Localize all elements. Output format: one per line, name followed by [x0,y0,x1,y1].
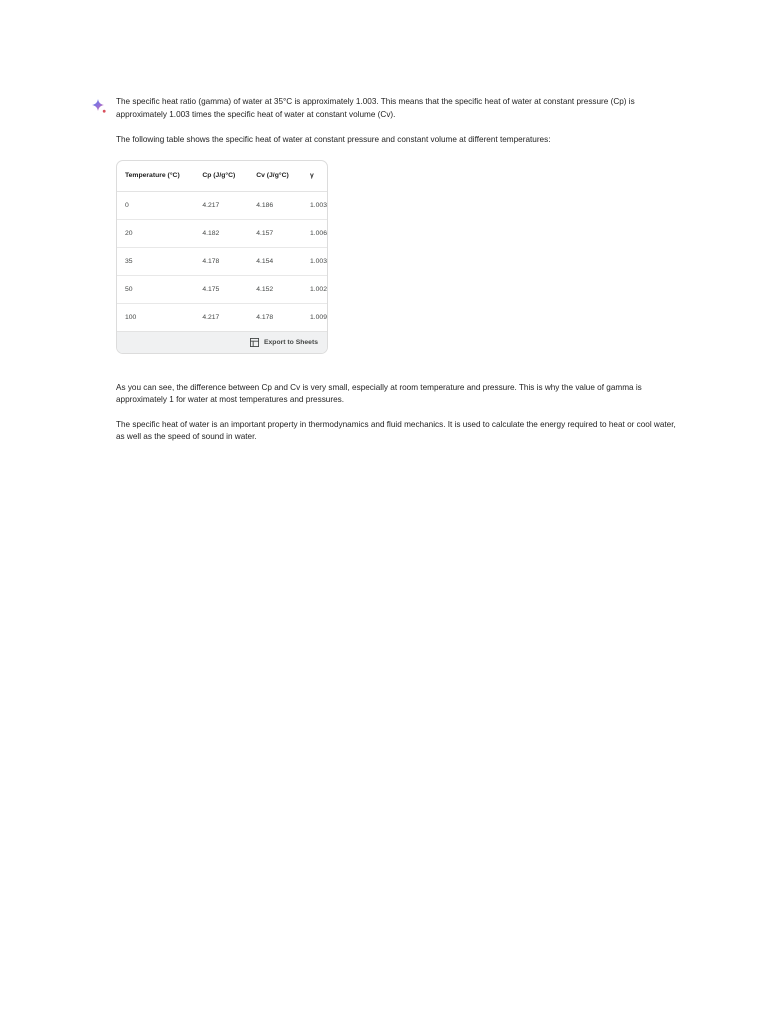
export-to-sheets-button[interactable] [250,338,318,347]
header-temperature: Temperature (°C) [117,161,194,192]
table-row [117,219,327,247]
table-footer [117,331,327,353]
cell-gamma: 1.003 [302,247,327,275]
conclusion-paragraph-2: The specific heat of water is an important property in thermodynamics and fluid mechanics. It is used to calculate the energy required to heat or cool water, as well as the speed of sound in water. [116,419,676,441]
cell-cv: 4.152 [248,275,302,303]
intro-paragraph: The specific heat ratio (gamma) of water at 35°C is approximately 1.003. This means that the specific heat of water at constant pressure (Cp) is approximately 1.003 times the specific heat of water at constant volume (Cv). [116,97,635,119]
header-cp: Cp (J/g°C) [194,161,248,192]
table-row [117,275,327,303]
cell-cv: 4.178 [256,313,274,321]
export-to-sheets-label: Export to Sheets [263,338,318,346]
cell-cv: 4.154 [248,247,302,275]
header-cv: Cv (J/g°C) [248,161,302,192]
response-content [116,96,676,444]
cell-cv: 4.186 [248,191,302,219]
sheets-table-icon [250,338,259,347]
cell-cp: 4.217 [202,313,220,321]
assistant-response [91,96,681,456]
table-header-row [117,161,327,192]
gemini-spark-icon [91,98,107,114]
cell-temperature: 50 [117,275,194,303]
cell-cv: 4.157 [248,219,302,247]
data-table-card [116,160,328,354]
header-gamma: γ [302,161,327,192]
cell-gamma: 1.002 [302,275,327,303]
cell-cp: 4.178 [194,247,248,275]
table-row [117,303,327,331]
cell-gamma: 1.009 [309,313,327,321]
specific-heat-table [117,161,327,331]
cell-temperature: 20 [117,219,194,247]
conclusion-paragraph-1: As you can see, the difference between Cp and Cv is very small, especially at room temperature and pressure. This is why the value of gamma is approximately 1 for water at most temperatures and pressures. [116,382,642,404]
cell-temperature: 35 [117,247,194,275]
table-row [117,247,327,275]
cell-cp: 4.182 [194,219,248,247]
cell-cp: 4.175 [194,275,248,303]
table-row [117,191,327,219]
cell-cp: 4.217 [194,191,248,219]
cell-temperature: 0 [117,191,194,219]
cell-temperature: 100 [125,313,137,321]
cell-gamma: 1.006 [302,219,327,247]
table-intro-paragraph: The following table shows the specific heat of water at constant pressure and constant volume at different temperatures: [116,135,551,144]
cell-gamma: 1.003 [302,191,327,219]
